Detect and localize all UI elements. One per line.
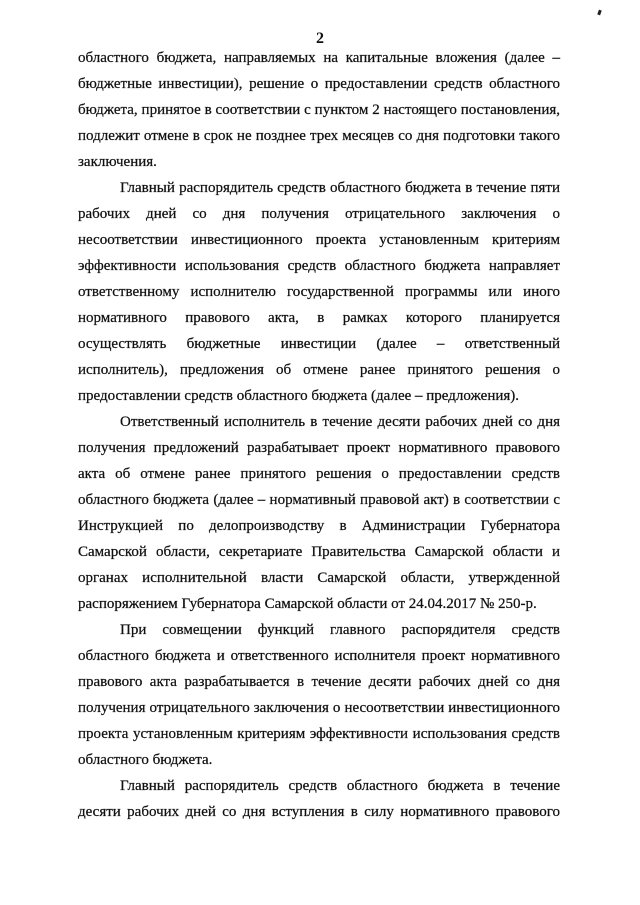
paragraph-line: рабочих дней со дня получения отрицательного заключения о xyxy=(78,206,560,222)
paragraph-line: областного бюджета. xyxy=(78,752,213,768)
paragraph-line: осуществлять бюджетные инвестиции (далее – ответственный xyxy=(78,336,560,352)
paragraph-line: проекта установленным критериям эффективности использования средств xyxy=(78,726,560,742)
scan-mark xyxy=(597,10,602,16)
paragraph-line: подлежит отмене в срок не позднее трех месяцев со дня подготовки такого xyxy=(78,128,560,144)
paragraph-line: десяти рабочих дней со дня вступления в силу нормативного правового xyxy=(78,804,560,820)
paragraph-line: областного бюджета и ответственного исполнителя проект нормативного xyxy=(78,648,560,664)
paragraph-line: областного бюджета, направляемых на капитальные вложения (далее – xyxy=(78,50,560,66)
paragraph-line: исполнитель), предложения об отмене ранее принятого решения о xyxy=(78,362,560,378)
paragraph-line: получения отрицательного заключения о несоответствии инвестиционного xyxy=(78,700,560,716)
paragraph-line: Инструкцией по делопроизводству в Администрации Губернатора xyxy=(78,518,560,534)
paragraph-line: органах исполнительной власти Самарской области, утвержденной xyxy=(78,570,560,586)
paragraph-line: заключения. xyxy=(78,154,157,170)
paragraph-line: Ответственный исполнитель в течение десяти рабочих дней со дня xyxy=(120,414,560,430)
paragraph-line: нормативного правового акта, в рамках которого планируется xyxy=(78,310,560,326)
paragraph-line: областного бюджета (далее – нормативный правовой акт) в соответствии с xyxy=(78,492,560,508)
paragraph-line: правового акта разрабатывается в течение десяти рабочих дней со дня xyxy=(78,674,560,690)
paragraph-line: акта об отмене ранее принятого решения о предоставлении средств xyxy=(78,466,560,482)
page-number: 2 xyxy=(316,30,324,47)
paragraph-line: Главный распорядитель средств областного бюджета в течение пяти xyxy=(120,180,560,196)
paragraph-line: Самарской области, секретариате Правительства Самарской области и xyxy=(78,544,560,560)
paragraph-line: предоставлении средств областного бюджета (далее – предложения). xyxy=(78,388,520,404)
paragraph-line: бюджетные инвестиции), решение о предоставлении средств областного xyxy=(78,76,560,92)
paragraph-line: получения предложений разрабатывает проект нормативного правового xyxy=(78,440,560,456)
paragraph-line: бюджета, принятое в соответствии с пунктом 2 настоящего постановления, xyxy=(78,102,560,118)
paragraph-line: ответственному исполнителю государственной программы или иного xyxy=(78,284,560,300)
paragraph-line: Главный распорядитель средств областного бюджета в течение xyxy=(120,778,560,794)
paragraph-line: При совмещении функций главного распорядителя средств xyxy=(120,622,560,638)
paragraph-line: распоряжением Губернатора Самарской области от 24.04.2017 № 250-р. xyxy=(78,596,537,612)
paragraph-line: эффективности использования средств областного бюджета направляет xyxy=(78,258,560,274)
paragraph-line: несоответствии инвестиционного проекта установленным критериям xyxy=(78,232,560,248)
